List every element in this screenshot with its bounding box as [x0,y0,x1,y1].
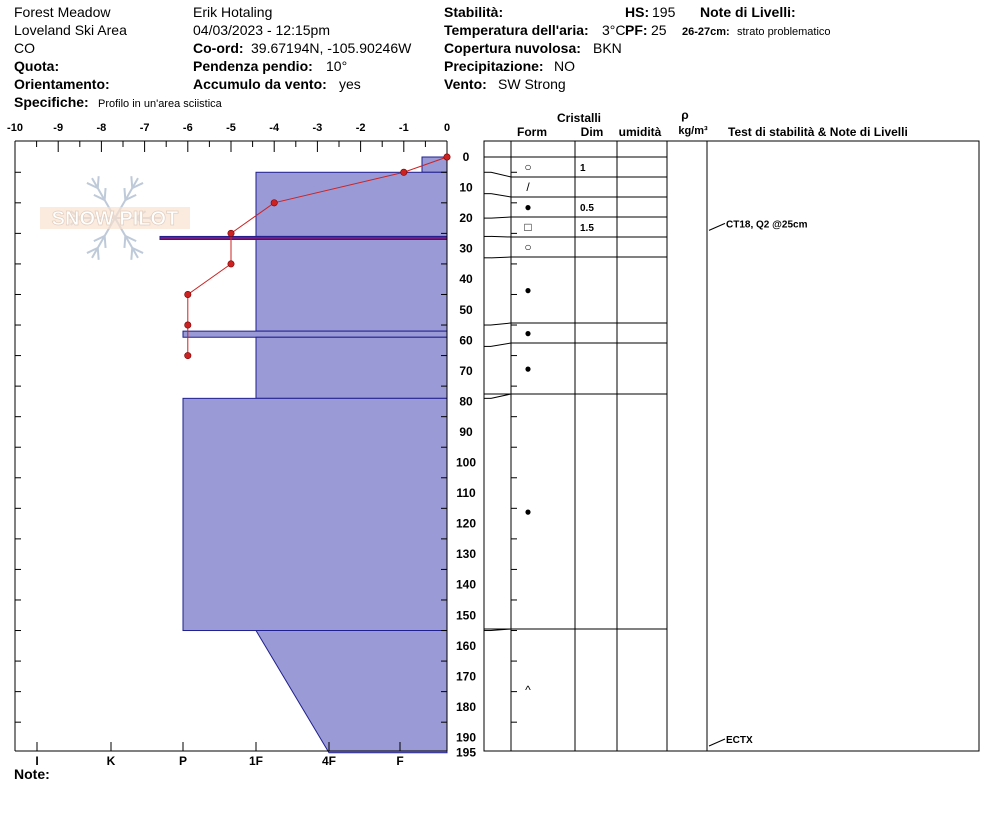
header-rho: ρ [681,108,689,122]
cloud-value: BKN [593,40,622,56]
depth-tick-label: 80 [459,394,473,409]
crystal-dim: 1.5 [580,223,594,234]
depth-tick-label: 50 [459,302,473,317]
crystal-dim: 0.5 [580,203,594,214]
hardness-tick-label: F [396,754,404,768]
specifics-label: Specifiche: [14,94,89,110]
layer-table [484,141,979,751]
hardness-layer [183,398,447,630]
snowpilot-logo [40,176,190,260]
hardness-tick-label: K [106,754,116,768]
temp-tick-label: -6 [182,122,193,134]
crystal-form: ● [524,326,532,340]
hardness-layer [256,631,447,753]
layer-note-text: strato problematico [737,26,831,38]
temp-tick-label: -1 [398,122,409,134]
depth-tick-label: 160 [455,638,477,653]
crystal-form: ● [524,504,532,519]
wind-load-label: Accumulo da vento: [193,76,327,92]
area: Loveland Ski Area [14,22,127,38]
hardness-layer [256,337,447,398]
hs-label: HS: [625,4,650,20]
depth-tick-label: 110 [456,486,476,501]
snowflake-branch [124,188,125,200]
crystal-form: ● [524,361,532,376]
temperature-point [185,322,191,328]
depth-tick-label: 180 [455,699,477,714]
header-dim: Dim [580,125,604,139]
snowflake-branch [131,176,132,188]
precip-value: NO [554,58,575,74]
layer-depth-connector [491,323,511,325]
temp-tick-label: -3 [312,122,323,134]
wind-label: Vento: [444,76,487,92]
pf-value: 25 [651,22,667,38]
temperature-point [444,154,450,160]
location: Forest Meadow [14,4,111,20]
temp-tick-label: -9 [53,122,64,134]
temp-tick-label: -8 [96,122,107,134]
snowflake-branch [98,248,99,260]
snowflake-branch [98,176,99,188]
temp-tick-label: -4 [269,122,280,134]
datetime: 04/03/2023 - 12:15pm [193,22,330,38]
hs-value: 195 [652,4,676,20]
hardness-layer [256,239,447,331]
layer-depth-connector [491,217,511,218]
wind-load-value: yes [339,76,361,92]
depth-tick-label: 170 [455,669,477,684]
depth-tick-label: 190 [455,730,477,745]
header-density-unit: kg/m³ [678,125,708,137]
temperature-point [185,291,191,297]
crystal-form: / [526,180,530,194]
snowflake-branch [131,248,132,260]
stability-label: Stabilità: [444,4,504,20]
header-form: Form [517,125,547,139]
stability-arrow [709,223,725,230]
depth-tick-label: 140 [455,577,477,592]
cloud-label: Copertura nuvolosa: [444,40,581,56]
depth-tick-label: 70 [459,363,473,378]
temp-tick-label: -7 [139,122,150,134]
hardness-layer [183,331,447,337]
temperature-point [185,352,191,358]
hardness-tick-label: 4F [321,754,337,768]
wind-value: SW Strong [498,76,566,92]
layer-depth-connector [491,172,511,177]
orientation-label: Orientamento: [14,76,110,92]
observer: Erik Hotaling [193,4,273,20]
layer-note-range: 26-27cm: [682,26,730,38]
snowflake-branch [105,236,106,248]
air-temp-label: Temperatura dell'aria: [444,22,589,38]
stability-arrow [709,739,725,746]
crystal-form: ^ [525,683,531,697]
hardness-tick-label: P [178,754,188,768]
depth-tick-label: 195 [455,745,477,760]
temp-tick-label: -10 [7,122,23,134]
slope-label: Pendenza pendio: [193,58,313,74]
snowflake-branch [105,188,106,200]
coord-value: 39.67194N, -105.90246W [251,40,412,56]
header-stability: Test di stabilità & Note di Livelli [728,125,908,139]
depth-tick-label: 0 [462,150,470,164]
layer-notes-label: Note di Livelli: [700,4,796,20]
slope-value: 10° [326,58,348,74]
depth-tick-label: 100 [455,455,477,470]
depth-tick-label: 30 [459,241,473,256]
crystal-dim: 1 [580,163,586,174]
crystal-form: ○ [524,240,532,254]
crystal-form: ○ [524,160,532,174]
hardness-layer [256,172,447,236]
snowflake-branch [124,236,125,248]
quota-label: Quota: [14,58,60,74]
header-humidity: umidità [618,125,662,139]
pf-label: PF: [625,22,648,38]
temperature-point [228,261,234,267]
depth-tick-label: 10 [459,180,473,195]
layer-depth-connector [491,236,511,237]
header-crystals: Cristalli [556,111,602,125]
air-temp-value: 3°C [602,22,626,38]
depth-tick-label: 120 [455,516,477,531]
layer-depth-connector [491,394,511,398]
temperature-point [271,200,277,206]
depth-tick-label: 60 [459,333,473,348]
layer-depth-connector [491,343,511,346]
temp-tick-label: -5 [226,122,236,134]
crystal-form: ● [524,200,532,214]
depth-tick-label: 40 [459,272,473,287]
crystal-form: □ [524,220,532,234]
crystal-form: ● [524,283,532,297]
state: CO [14,40,35,56]
watermark-text: SNOW PILOT [51,208,179,230]
temperature-point [228,230,234,236]
hardness-tick-label: I [35,754,39,768]
temp-tick-label: 0 [443,122,451,134]
depth-tick-label: 130 [455,547,477,562]
precip-label: Precipitazione: [444,58,544,74]
layer-depth-connector [491,257,511,258]
hardness-tick-label: 1F [248,754,264,768]
stability-test: ECTX [726,735,753,746]
stability-test: CT18, Q2 @25cm [726,219,808,231]
depth-tick-label: 150 [455,608,477,623]
depth-tick-label: 90 [459,424,473,439]
notes-label: Note: [14,766,50,782]
depth-tick-label: 20 [459,211,473,226]
coord-label: Co-ord: [193,40,244,56]
layer-depth-connector [491,194,511,197]
specifics-value: Profilo in un'area sciistica [98,98,222,110]
temp-tick-label: -2 [355,122,366,134]
temperature-point [401,169,407,175]
